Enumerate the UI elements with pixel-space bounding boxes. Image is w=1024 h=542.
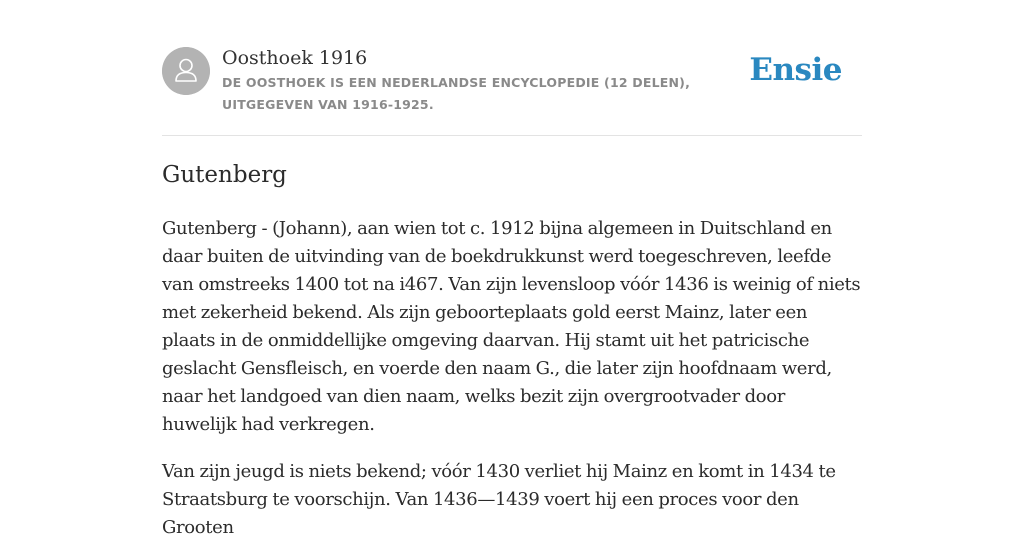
publication-header xyxy=(162,0,862,136)
page-container xyxy=(162,0,862,542)
ensie-logo[interactable]: Ensie xyxy=(749,52,842,88)
publication-title[interactable]: Oosthoek 1916 xyxy=(222,47,368,69)
publication-description: DE OOSTHOEK IS EEN NEDERLANDSE ENCYCLOPEDIE (12 DELEN), UITGEGEVEN VAN 1916-1925. xyxy=(222,75,691,112)
article-paragraph: Van zijn jeugd is niets bekend; vóór 1430 verliet hij Mainz en komt in 1434 te Straatsburg te voorschijn. Van 1436—1439 voert hij een proces voor den Grooten xyxy=(162,461,836,538)
article-title: Gutenberg xyxy=(162,162,287,188)
user-icon[interactable] xyxy=(162,47,210,95)
article-paragraph: Gutenberg - (Johann), aan wien tot c. 1912 bijna algemeen in Duitschland en daar buiten de uitvinding van de boekdrukkunst werd toegeschreven, leefde van omstreeks 1400 tot na i467. Van zijn levensloop vóór 1436 is weinig of niets met zekerheid bekend. Als zijn geboorteplaats gold eerst Mainz, later een plaats in de onmiddellijke omgeving daarvan. Hij stamt uit het patricische geslacht Gensfleisch, en voerde den naam G., die later zijn hoofdnaam werd, naar het landgoed van dien naam, welks bezit zijn overgrootvader door huwelijk had verkregen. xyxy=(162,218,861,435)
article-body xyxy=(162,215,862,542)
